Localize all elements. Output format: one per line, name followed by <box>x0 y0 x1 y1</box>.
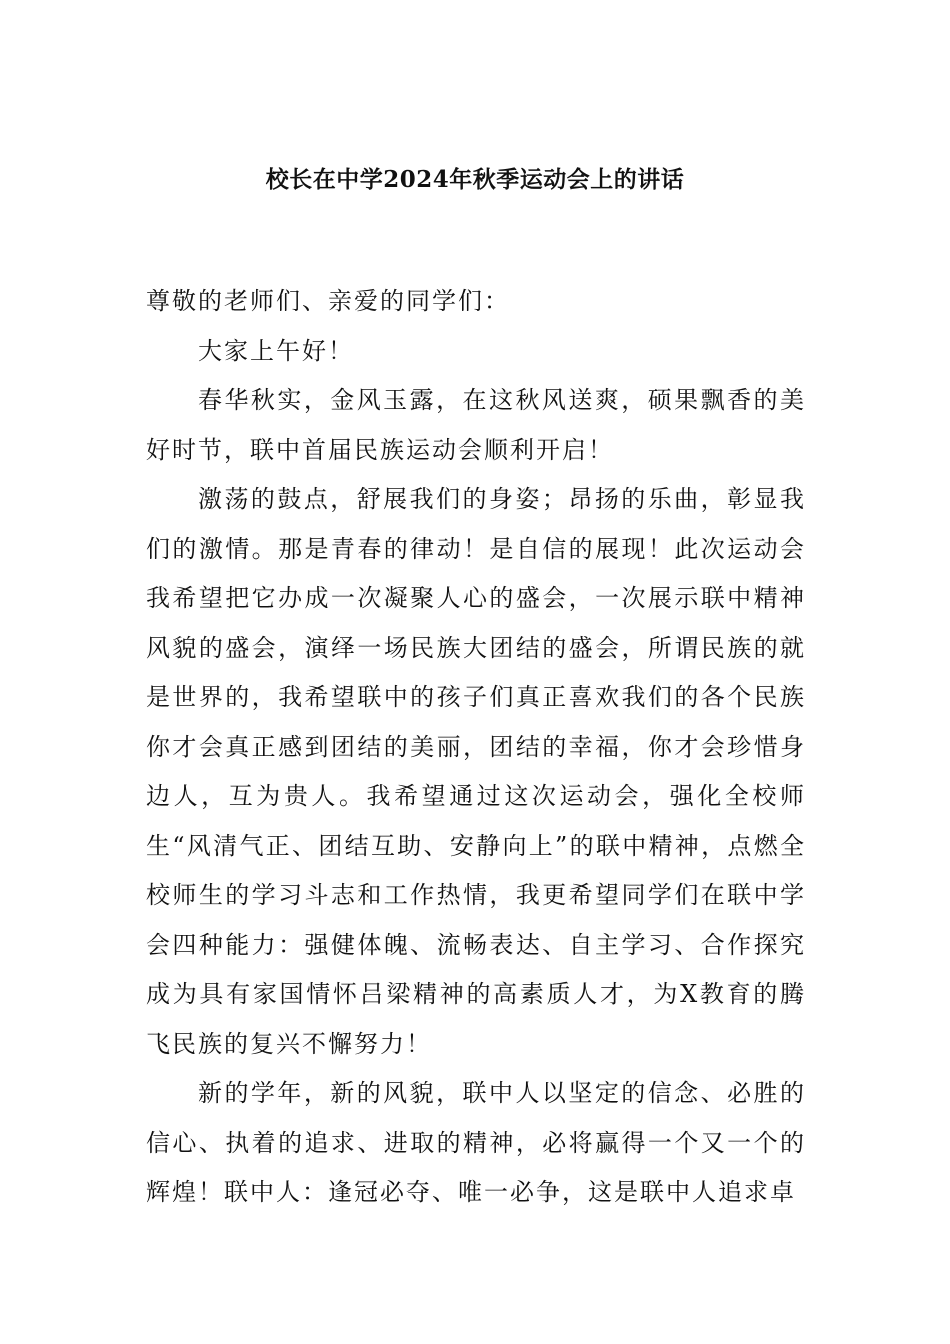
paragraph-main: 激荡的鼓点，舒展我们的身姿；昂扬的乐曲，彰显我们的激情。那是青春的律动！是自信的展现！此次运动会我希望把它办成一次凝聚人心的盛会，一次展示联中精神风貌的盛会，演绎一场民族大团结的盛会，所谓民族的就是世界的，我希望联中的孩子们真正喜欢我们的各个民族你才会真正感到团结的美丽，团结的幸福，你才会珍惜身边人，互为贵人。我希望通过这次运动会，强化全校师生“风清气正、团结互助、安静向上”的联中精神，点燃全校师生的学习斗志和工作热情，我更希望同学们在联中学会四种能力：强健体魄、流畅表达、自主学习、合作探究成为具有家国情怀吕梁精神的高素质人才，为X教育的腾飞民族的复兴不懈努力！ <box>146 485 806 1058</box>
salutation: 尊敬的老师们、亲爱的同学们： <box>146 287 510 315</box>
paragraph-new-year: 新的学年，新的风貌，联中人以坚定的信念、必胜的信心、执着的追求、进取的精神，必将赢得一个又一个的辉煌！联中人：逢冠必夺、唯一必争，这是联中人追求卓 <box>146 1079 806 1206</box>
document-body <box>146 277 806 1218</box>
paragraph-opening: 春华秋实，金风玉露，在这秋风送爽，硕果飘香的美好时节，联中首届民族运动会顺利开启！ <box>146 386 806 464</box>
paragraph-greeting: 大家上午好！ <box>198 336 354 365</box>
document-title: 校长在中学2024年秋季运动会上的讲话 <box>265 166 685 193</box>
